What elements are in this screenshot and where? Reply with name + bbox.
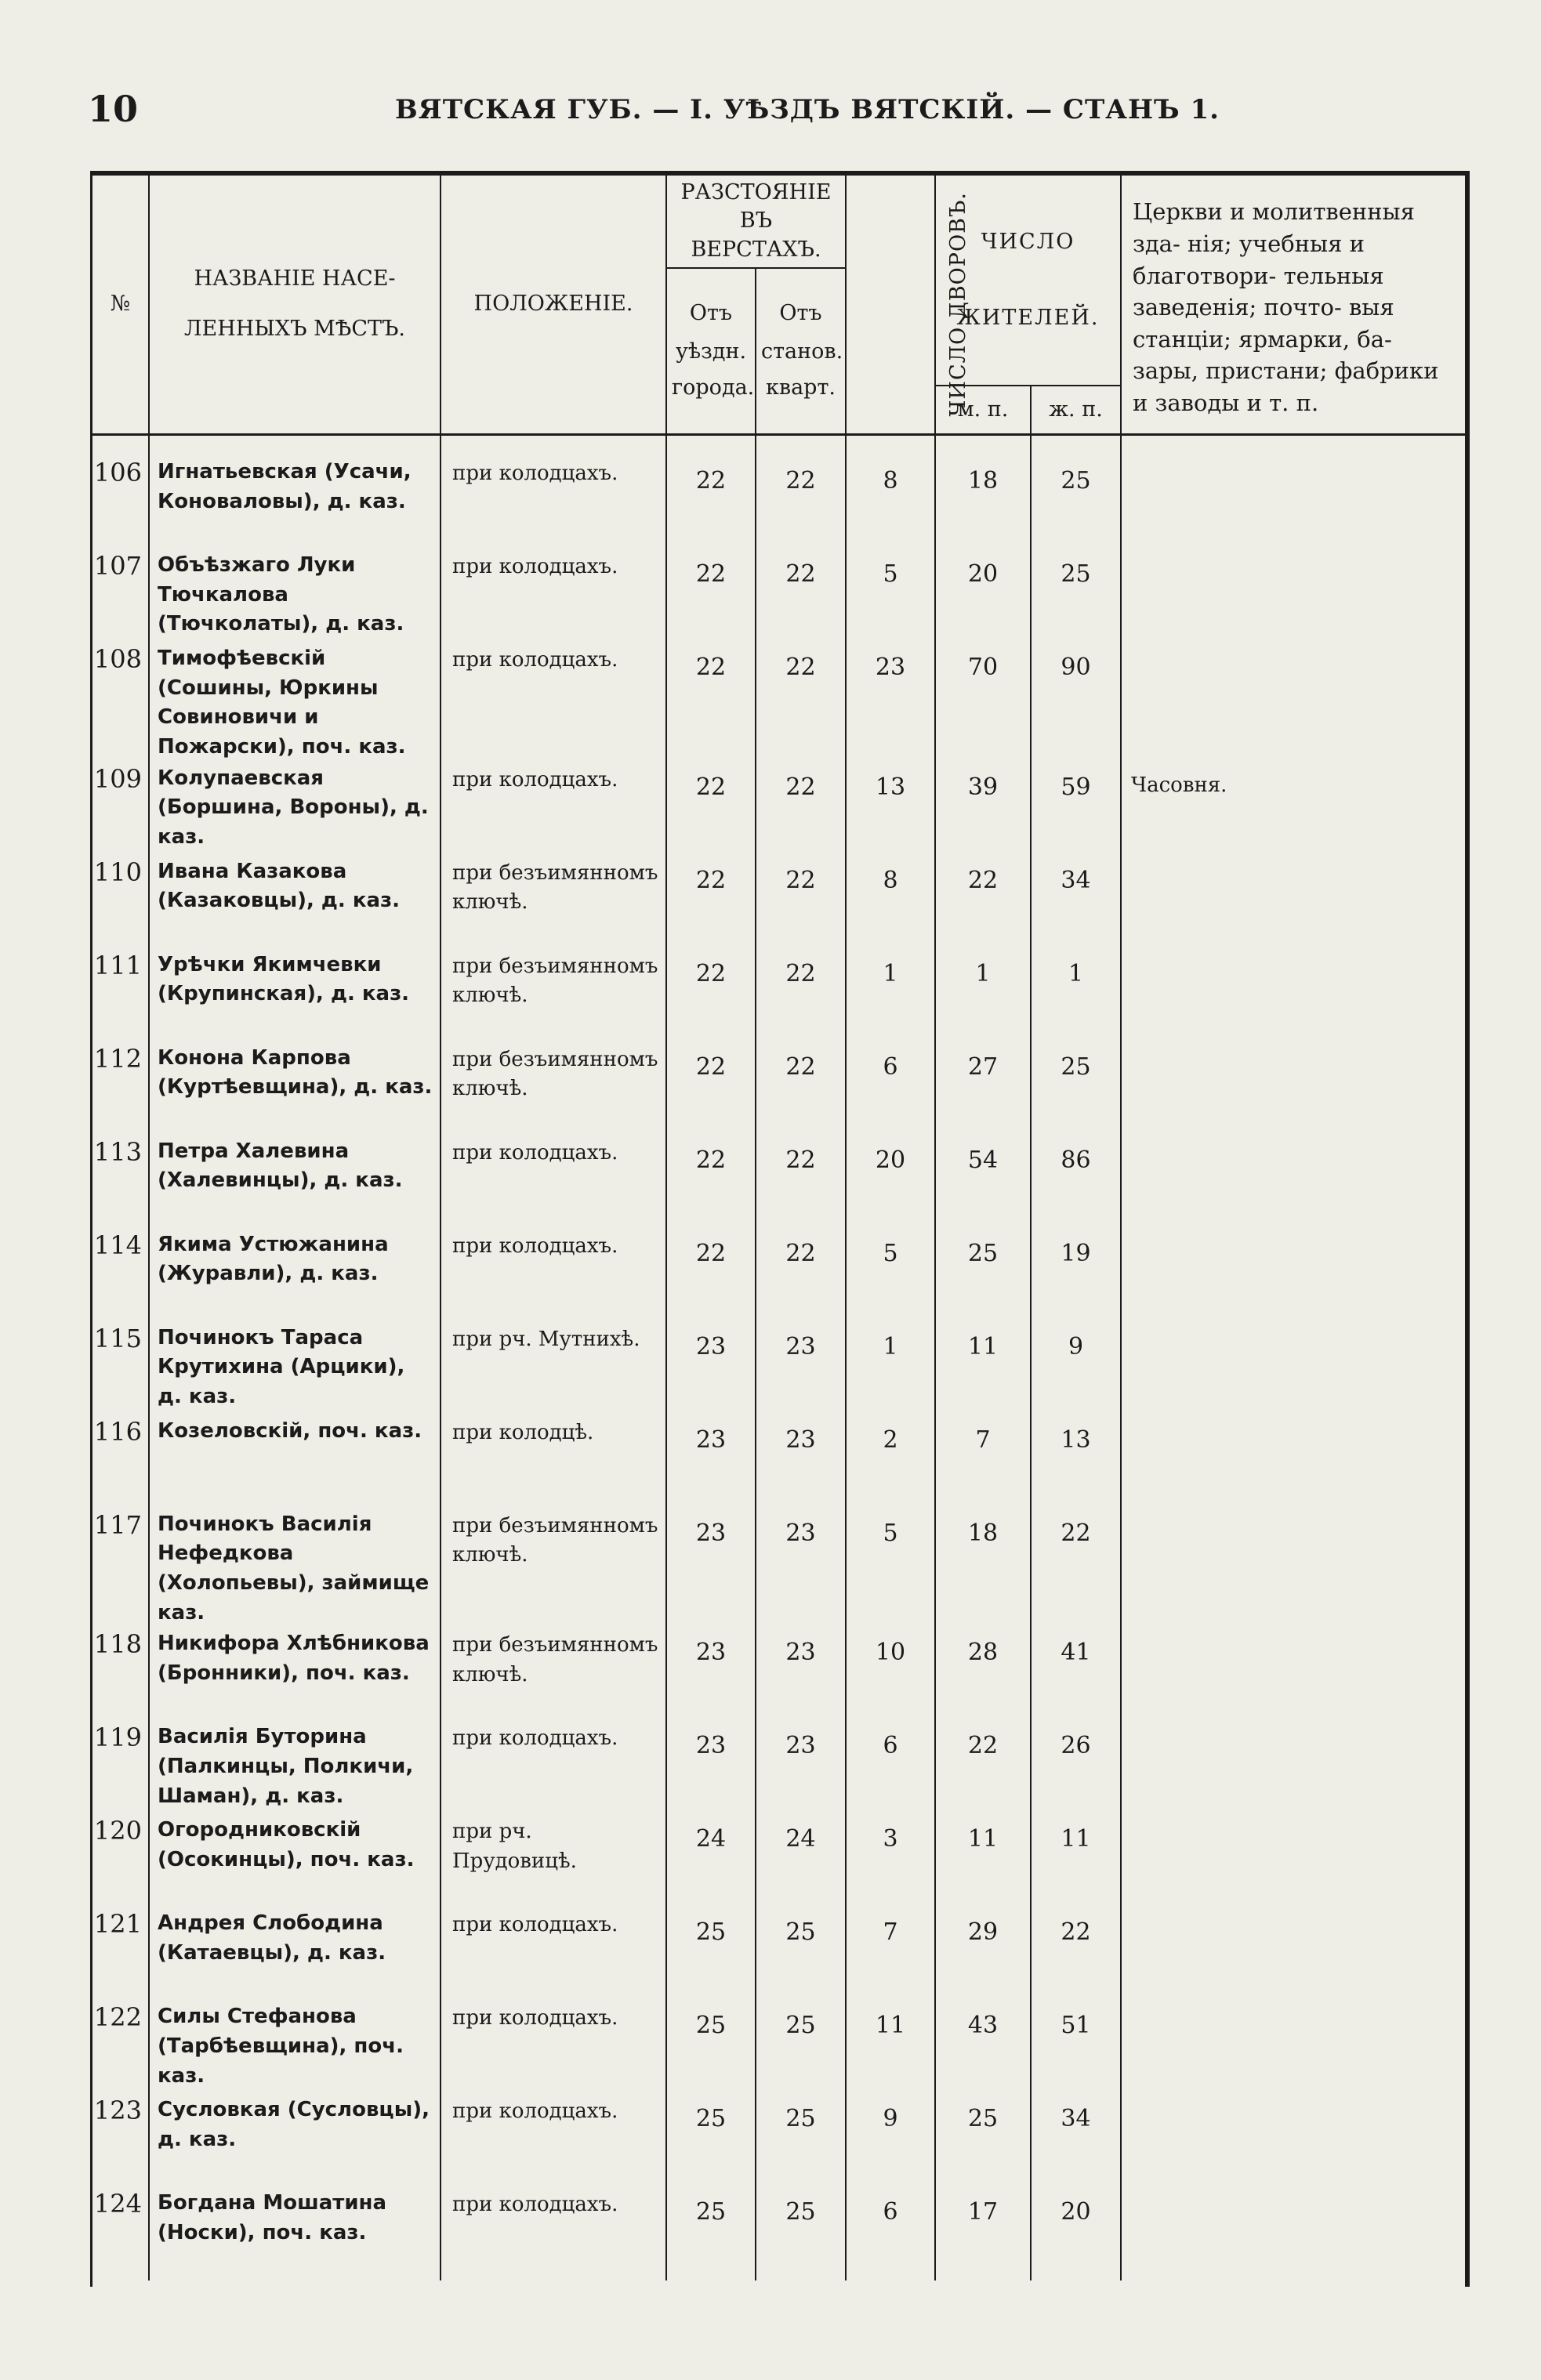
notes-cell (1121, 2001, 1465, 2094)
distance-from-city: 25 (666, 2001, 756, 2094)
row-number: 111 (92, 949, 149, 1042)
notes-cell (1121, 1814, 1465, 1907)
row-number: 124 (92, 2187, 149, 2280)
male-count: 20 (935, 549, 1031, 643)
male-count: 27 (935, 1042, 1031, 1136)
distance-from-station: 22 (756, 456, 846, 549)
female-count: 25 (1031, 456, 1121, 549)
settlement-name: Урѣчки Якимчевки (Крупинская), д. каз. (149, 949, 441, 1042)
column-header-male: м. п. (935, 386, 1031, 434)
distance-from-city: 22 (666, 549, 756, 643)
column-header-from-city (666, 268, 756, 434)
distance-from-station: 24 (756, 1814, 846, 1907)
male-count: 25 (935, 2094, 1031, 2187)
settlement-position: при колодцахъ. (441, 549, 666, 643)
settlement-name: Богдана Мошатина (Носки), поч. каз. (149, 2187, 441, 2280)
table-row (92, 856, 1465, 949)
column-header-from-city-line2: уѣздн. (675, 339, 747, 364)
column-header-distance-line1: РАЗСТОЯНІЕ (680, 180, 832, 205)
row-number: 109 (92, 763, 149, 856)
settlement-name: Никифора Хлѣбникова (Бронники), поч. каз. (149, 1628, 441, 1721)
female-count: 41 (1031, 1628, 1121, 1721)
settlement-name: Конона Карпова (Куртѣевщина), д. каз. (149, 1042, 441, 1136)
distance-from-city: 22 (666, 1042, 756, 1136)
distance-from-city: 23 (666, 1509, 756, 1628)
column-header-number: № (92, 176, 149, 434)
male-count: 22 (935, 1721, 1031, 1814)
table-row (92, 1136, 1465, 1229)
households-count: 3 (846, 1814, 935, 1907)
row-number: 108 (92, 643, 149, 763)
distance-from-station: 22 (756, 643, 846, 763)
settlement-name: Починокъ Василія Нефедкова (Холопьевы), займище каз. (149, 1509, 441, 1628)
distance-from-city: 22 (666, 856, 756, 949)
table-row (92, 1721, 1465, 1814)
households-count: 10 (846, 1628, 935, 1721)
table-row (92, 2187, 1465, 2280)
distance-from-city: 23 (666, 1628, 756, 1721)
male-count: 1 (935, 949, 1031, 1042)
male-count: 18 (935, 1509, 1031, 1628)
settlement-position: при рч. Прудовицѣ. (441, 1814, 666, 1907)
households-count: 1 (846, 1322, 935, 1415)
female-count: 13 (1031, 1415, 1121, 1509)
settlement-name: Огородниковскій (Осокинцы), поч. каз. (149, 1814, 441, 1907)
settlement-name: Сусловкая (Сусловцы), д. каз. (149, 2094, 441, 2187)
settlement-position: при колодцахъ. (441, 2094, 666, 2187)
female-count: 25 (1031, 549, 1121, 643)
row-number: 119 (92, 1721, 149, 1814)
households-count: 5 (846, 1509, 935, 1628)
column-header-position: ПОЛОЖЕНІЕ. (441, 176, 666, 434)
row-number: 118 (92, 1628, 149, 1721)
settlement-position: при колодцахъ. (441, 456, 666, 549)
notes-cell (1121, 1907, 1465, 2001)
settlement-position: при колодцѣ. (441, 1415, 666, 1509)
column-header-from-station-line2: станов. (761, 339, 843, 364)
notes-cell (1121, 643, 1465, 763)
settlements-table (90, 171, 1470, 2287)
running-title: ВЯТСКАЯ ГУБ. — I. УѢЗДЪ ВЯТСКІЙ. — СТАНЪ 1. (395, 94, 1220, 125)
female-count: 59 (1031, 763, 1121, 856)
settlement-name: Объѣзжаго Луки Тючкалова (Тючколаты), д. каз. (149, 549, 441, 643)
settlement-position: при безъимянномъ ключѣ. (441, 856, 666, 949)
settlement-name: Ивана Казакова (Казаковцы), д. каз. (149, 856, 441, 949)
male-count: 11 (935, 1322, 1031, 1415)
male-count: 39 (935, 763, 1031, 856)
row-number: 120 (92, 1814, 149, 1907)
table-row (92, 2001, 1465, 2094)
distance-from-city: 22 (666, 643, 756, 763)
column-header-distance-line2: ВЪ ВЕРСТАХЪ. (691, 208, 821, 262)
row-number: 115 (92, 1322, 149, 1415)
distance-from-city: 23 (666, 1415, 756, 1509)
settlement-position: при колодцахъ. (441, 643, 666, 763)
distance-from-city: 23 (666, 1721, 756, 1814)
column-header-name-line2: ЛЕННЫХЪ МѢСТЪ. (183, 317, 406, 342)
households-count: 8 (846, 456, 935, 549)
settlement-position: при колодцахъ. (441, 1721, 666, 1814)
settlement-name: Починокъ Тараса Крутихина (Арцики), д. каз. (149, 1322, 441, 1415)
distance-from-station: 23 (756, 1322, 846, 1415)
column-header-from-city-line1: Отъ (689, 301, 733, 326)
distance-from-station: 25 (756, 2094, 846, 2187)
distance-from-city: 23 (666, 1322, 756, 1415)
households-count: 7 (846, 1907, 935, 2001)
distance-from-station: 22 (756, 1042, 846, 1136)
notes-cell (1121, 1322, 1465, 1415)
households-count: 8 (846, 856, 935, 949)
table-row (92, 549, 1465, 643)
settlement-name: Якима Устюжанина (Журавли), д. каз. (149, 1229, 441, 1322)
households-count: 11 (846, 2001, 935, 2094)
distance-from-city: 22 (666, 1136, 756, 1229)
notes-cell (1121, 1415, 1465, 1509)
female-count: 1 (1031, 949, 1121, 1042)
households-count: 6 (846, 1721, 935, 1814)
distance-from-station: 23 (756, 1509, 846, 1628)
distance-from-city: 25 (666, 2187, 756, 2280)
row-number: 107 (92, 549, 149, 643)
row-number: 121 (92, 1907, 149, 2001)
settlement-name: Василія Буторина (Палкинцы, Полкичи, Шаман), д. каз. (149, 1721, 441, 1814)
notes-cell (1121, 1721, 1465, 1814)
distance-from-station: 22 (756, 549, 846, 643)
distance-from-station: 22 (756, 1136, 846, 1229)
table-row (92, 1814, 1465, 1907)
notes-cell (1121, 1628, 1465, 1721)
female-count: 9 (1031, 1322, 1121, 1415)
distance-from-station: 23 (756, 1628, 846, 1721)
settlement-position: при рч. Мутнихѣ. (441, 1322, 666, 1415)
column-header-households-text: ЧИСЛО ДВОРОВЪ. (946, 192, 970, 417)
male-count: 7 (935, 1415, 1031, 1509)
row-number: 123 (92, 2094, 149, 2187)
settlement-position: при безъимянномъ ключѣ. (441, 1509, 666, 1628)
households-count: 2 (846, 1415, 935, 1509)
households-count: 13 (846, 763, 935, 856)
distance-from-station: 23 (756, 1721, 846, 1814)
table-row (92, 456, 1465, 549)
column-header-from-station (756, 268, 846, 434)
distance-from-station: 25 (756, 2001, 846, 2094)
table-row (92, 1509, 1465, 1628)
settlement-position: при колодцахъ. (441, 1229, 666, 1322)
female-count: 11 (1031, 1814, 1121, 1907)
female-count: 34 (1031, 2094, 1121, 2187)
page-number: 10 (88, 88, 139, 130)
table-row (92, 1415, 1465, 1509)
table-row (92, 1042, 1465, 1136)
distance-from-station: 22 (756, 763, 846, 856)
households-count: 1 (846, 949, 935, 1042)
households-count: 20 (846, 1136, 935, 1229)
distance-from-station: 25 (756, 1907, 846, 2001)
settlement-position: при колодцахъ. (441, 2001, 666, 2094)
notes-cell (1121, 549, 1465, 643)
notes-cell (1121, 1509, 1465, 1628)
column-header-distance (666, 176, 846, 268)
row-number: 113 (92, 1136, 149, 1229)
female-count: 20 (1031, 2187, 1121, 2280)
male-count: 43 (935, 2001, 1031, 2094)
settlement-name: Игнатьевская (Усачи, Коноваловы), д. каз. (149, 456, 441, 549)
households-count: 23 (846, 643, 935, 763)
households-count: 9 (846, 2094, 935, 2187)
column-header-from-city-line3: города. (672, 375, 755, 400)
row-number: 122 (92, 2001, 149, 2094)
distance-from-station: 23 (756, 1415, 846, 1509)
notes-cell (1121, 856, 1465, 949)
settlement-name: Колупаевская (Боршина, Вороны), д. каз. (149, 763, 441, 856)
female-count: 22 (1031, 1509, 1121, 1628)
settlement-name: Андрея Слободина (Катаевцы), д. каз. (149, 1907, 441, 2001)
table-row (92, 1907, 1465, 2001)
female-count: 26 (1031, 1721, 1121, 1814)
distance-from-station: 22 (756, 856, 846, 949)
distance-from-city: 22 (666, 763, 756, 856)
female-count: 34 (1031, 856, 1121, 949)
households-count: 6 (846, 1042, 935, 1136)
settlement-position: при колодцахъ. (441, 2187, 666, 2280)
notes-cell (1121, 1229, 1465, 1322)
settlement-position: при безъимянномъ ключѣ. (441, 1628, 666, 1721)
female-count: 51 (1031, 2001, 1121, 2094)
male-count: 18 (935, 456, 1031, 549)
female-count: 86 (1031, 1136, 1121, 1229)
female-count: 22 (1031, 1907, 1121, 2001)
male-count: 28 (935, 1628, 1031, 1721)
male-count: 54 (935, 1136, 1031, 1229)
settlement-name: Петра Халевина (Халевинцы), д. каз. (149, 1136, 441, 1229)
notes-cell: Часовня. (1131, 773, 1227, 797)
settlement-name: Силы Стефанова (Тарбѣевщина), поч. каз. (149, 2001, 441, 2094)
row-number: 110 (92, 856, 149, 949)
column-header-notes: Церкви и молитвенныя зда- нія; учебныя и благотвори- тельныя заведенія; почто- выя станціи; ярмарки, ба- зары, пристани; фабрики и заводы и т. п. (1121, 176, 1465, 434)
column-header-name-line1: НАЗВАНІЕ НАСЕ- (194, 266, 396, 291)
households-count: 6 (846, 2187, 935, 2280)
distance-from-city: 22 (666, 456, 756, 549)
table-row (92, 2094, 1465, 2187)
male-count: 11 (935, 1814, 1031, 1907)
notes-cell (1121, 949, 1465, 1042)
male-count: 25 (935, 1229, 1031, 1322)
settlement-name: Козеловскій, поч. каз. (149, 1415, 441, 1509)
table-row (92, 763, 1465, 856)
table-row (92, 949, 1465, 1042)
distance-from-station: 25 (756, 2187, 846, 2280)
notes-cell (1121, 456, 1465, 549)
column-header-name (149, 176, 441, 434)
notes-cell (1121, 2187, 1465, 2280)
row-number: 106 (92, 456, 149, 549)
table-row (92, 1628, 1465, 1721)
households-count: 5 (846, 549, 935, 643)
table-body (92, 434, 1465, 2280)
male-count: 22 (935, 856, 1031, 949)
row-number: 117 (92, 1509, 149, 1628)
notes-cell (1121, 1136, 1465, 1229)
column-header-households (846, 176, 970, 434)
column-header-female: ж. п. (1031, 386, 1121, 434)
table-row (92, 643, 1465, 763)
distance-from-city: 22 (666, 1229, 756, 1322)
table-row (92, 1229, 1465, 1322)
male-count: 29 (935, 1907, 1031, 2001)
column-header-from-station-line3: кварт. (766, 375, 836, 400)
settlement-position: при безъимянномъ ключѣ. (441, 949, 666, 1042)
settlement-position: при колодцахъ. (441, 1907, 666, 2001)
column-header-residents-line2: ЖИТЕЛЕЙ. (956, 305, 1100, 330)
column-header-from-station-line1: Отъ (779, 301, 822, 326)
notes-cell (1121, 2094, 1465, 2187)
row-number: 116 (92, 1415, 149, 1509)
male-count: 70 (935, 643, 1031, 763)
female-count: 90 (1031, 643, 1121, 763)
distance-from-station: 22 (756, 1229, 846, 1322)
distance-from-city: 25 (666, 2094, 756, 2187)
table-row (92, 1322, 1465, 1415)
settlement-position: при колодцахъ. (441, 1136, 666, 1229)
distance-from-station: 22 (756, 949, 846, 1042)
female-count: 19 (1031, 1229, 1121, 1322)
row-number: 112 (92, 1042, 149, 1136)
settlement-position: при колодцахъ. (441, 763, 666, 856)
row-number: 114 (92, 1229, 149, 1322)
male-count: 17 (935, 2187, 1031, 2280)
distance-from-city: 22 (666, 949, 756, 1042)
distance-from-city: 25 (666, 1907, 756, 2001)
female-count: 25 (1031, 1042, 1121, 1136)
settlement-position: при безъимянномъ ключѣ. (441, 1042, 666, 1136)
households-count: 5 (846, 1229, 935, 1322)
column-header-residents-line1: ЧИСЛО (981, 230, 1075, 255)
settlement-name: Тимофѣевскій (Сошины, Юркины Совиновичи и Пожарски), поч. каз. (149, 643, 441, 763)
distance-from-city: 24 (666, 1814, 756, 1907)
notes-cell (1121, 1042, 1465, 1136)
